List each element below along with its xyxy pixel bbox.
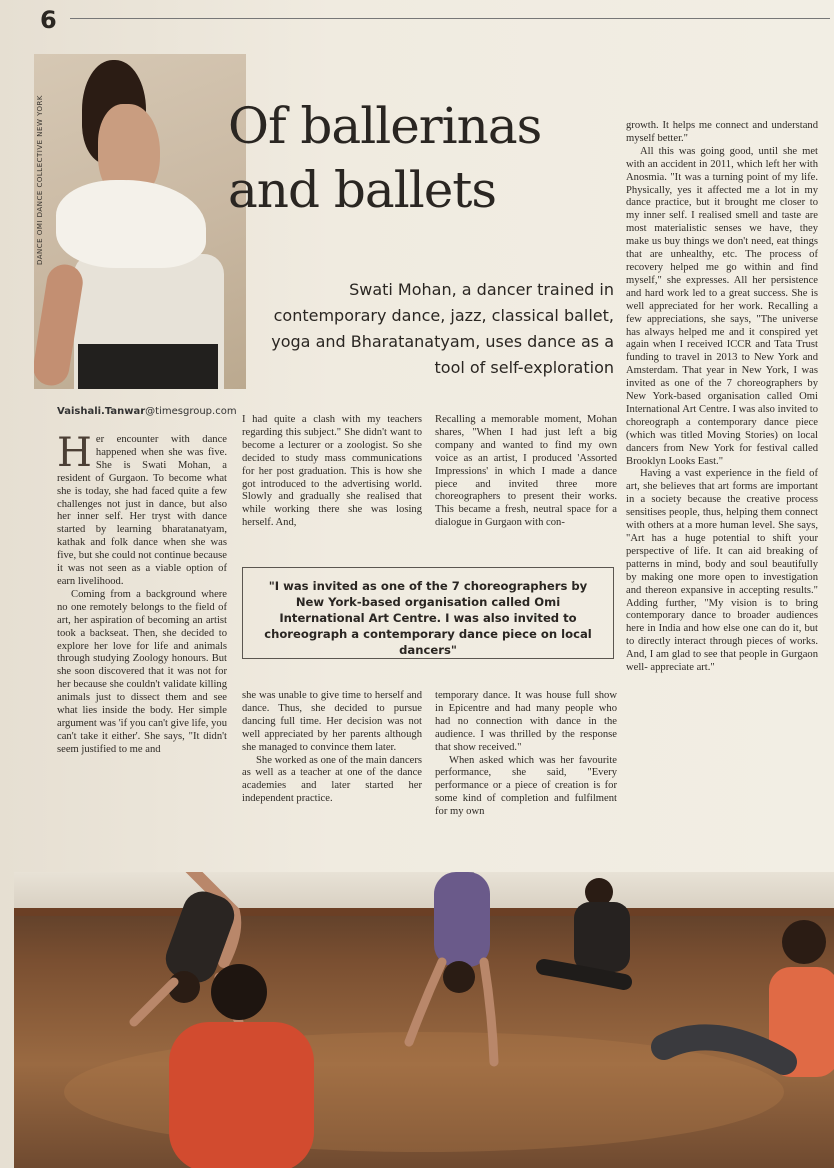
page-number: 6	[40, 6, 57, 34]
headline: Of ballerinas and ballets	[228, 97, 542, 219]
drop-cap: H	[57, 430, 92, 476]
dancer-seated	[544, 878, 630, 982]
article-column-3-top	[435, 414, 617, 530]
col1-paragraph-1: er encounter with dance happened when she was five. She is Swati Mohan, a resident of Gurgaon. To become what she is today, she had faced quite a few challenges not just in dance, but also her inner self. Her tryst with dance started by learning bharatanatyam, kathak and folk dance when she was five, but she could not continue because it was not seen as a viable option of earn livelihood.	[57, 434, 227, 587]
byline-domain: @timesgroup.com	[145, 406, 237, 417]
col4-paragraph-2: All this was going good, until she met with an accident in 2011, which left her with Anosmia. "It was a turning point of my life. Physically, yes it affected me a lot in my dance practice, but it brought me closer to my inner self. I realised smell and taste are most materialistic senses we have, they make us buy things we don't need, eat things that are unhealthy, etc. The process of recovery helped me go within and find myself," she expresses. All her persistence and hard work led to a great success. She is well appreciated for her work. Recalling a few appreciations, she says, "The universe has always helped me and it conspired yet again when I received ICCR and Tata Trust funding to travel in 2013 to New York and Amsterdam. That year in New York, I was invited as one of the 7 choreographers by New York-based organisation called Omi International Art Centre. I was also invited to choreograph a contemporary dance piece (which was titled Moving Stories) on local dancers from New York for festival called Brooklyn Looks East."	[626, 145, 818, 467]
col3-bottom-paragraph-2: When asked which was her favourite performance, she said, "Every performance or a piece of creation is for some kind of completion and fulfilment for my own	[435, 754, 617, 818]
portrait-pants	[78, 344, 218, 389]
col3-top-paragraph: Recalling a memorable moment, Mohan shares, "When I had just left a big company and wanted to find my own voice as an artist, I produced 'Assorted Impressions' in which I made a dance piece and invited three more choreographers to present their works. This became a fresh, neutral space for a dialogue in Gurgaon with con-	[435, 414, 617, 529]
portrait-photo	[34, 54, 246, 389]
top-rule	[70, 18, 830, 19]
photo-credit: DANCE OMI DANCE COLLECTIVE NEW YORK	[36, 95, 44, 265]
article-column-1	[57, 430, 227, 757]
article-column-2-top	[242, 414, 422, 530]
standfirst: Swati Mohan, a dancer trained in contemporary dance, jazz, classical ballet, yoga and Bharatanatyam, uses dance as a tool of self-exploration	[271, 280, 614, 377]
col2-bottom-paragraph-1: she was unable to give time to herself and dance. Thus, she decided to pursue dancing full time. Her decision was not well appreciated by her parents although she managed to convince them later.	[242, 690, 422, 753]
dance-studio-photo	[14, 872, 834, 1168]
article-column-2-bottom	[242, 690, 422, 806]
col3-bottom-paragraph-1: temporary dance. It was house full show in Epicentre and had many people who had no connection with dance in the audience. I was thrilled by the response that show received."	[435, 690, 617, 753]
byline	[57, 406, 237, 417]
article-column-4	[626, 120, 818, 675]
col2-top-paragraph: I had quite a clash with my teachers regarding this subject." She didn't want to become a lecturer or a zoologist. So she decided to study mass communications for her post graduation. This is how she got introduced to the advertising world. Slowly and gradually she realised that while working there she was losing herself. And,	[242, 414, 422, 529]
article-column-3-bottom	[435, 690, 617, 819]
dancers-illustration	[14, 872, 834, 1168]
col2-bottom-paragraph-2: She worked as one of the main dancers as well as a teacher at one of the dance academies and later started her independent practice.	[242, 754, 422, 805]
pull-quote: "I was invited as one of the 7 choreographers by New York-based organisation called Omi International Art Centre. I was also invited to choreograph a contemporary dance piece on local dancers"	[242, 567, 614, 659]
byline-author: Vaishali.Tanwar	[57, 406, 146, 417]
col4-paragraph-1: growth. It helps me connect and understand myself better."	[626, 120, 818, 144]
col4-paragraph-3: Having a vast experience in the field of art, she believes that art forms are important in a society because the creative process sensitises people, thus, helping them connect with others at a more human level. She says, "Art has a huge potential to shift your perspective of life. It can aid breaking of patterns in mind, body and soul beautifully by making one more open to investigation and thereon expansive in accepting results." Adding further, "My vision is to bring contemporary dance to broader audiences here in India and how else one can do it, but to directly interact through pieces of works. And, I am glad to see that people in Gurgaon well- appreciate art."	[626, 468, 818, 674]
portrait-scarf	[56, 180, 206, 268]
col1-paragraph-2: Coming from a background where no one remotely belongs to the field of art, her aspiration of becoming an artist took a backseat. Then, she decided to explore her love for life and animals through studying Zoology honours. But she soon discovered that it was not for her because she couldn't validate killing animals just to dissect them and see what lies inside the body. Her simple argument was 'if you can't give life, you can't take it either'. She says, "It didn't seem justified to me and	[57, 588, 227, 755]
